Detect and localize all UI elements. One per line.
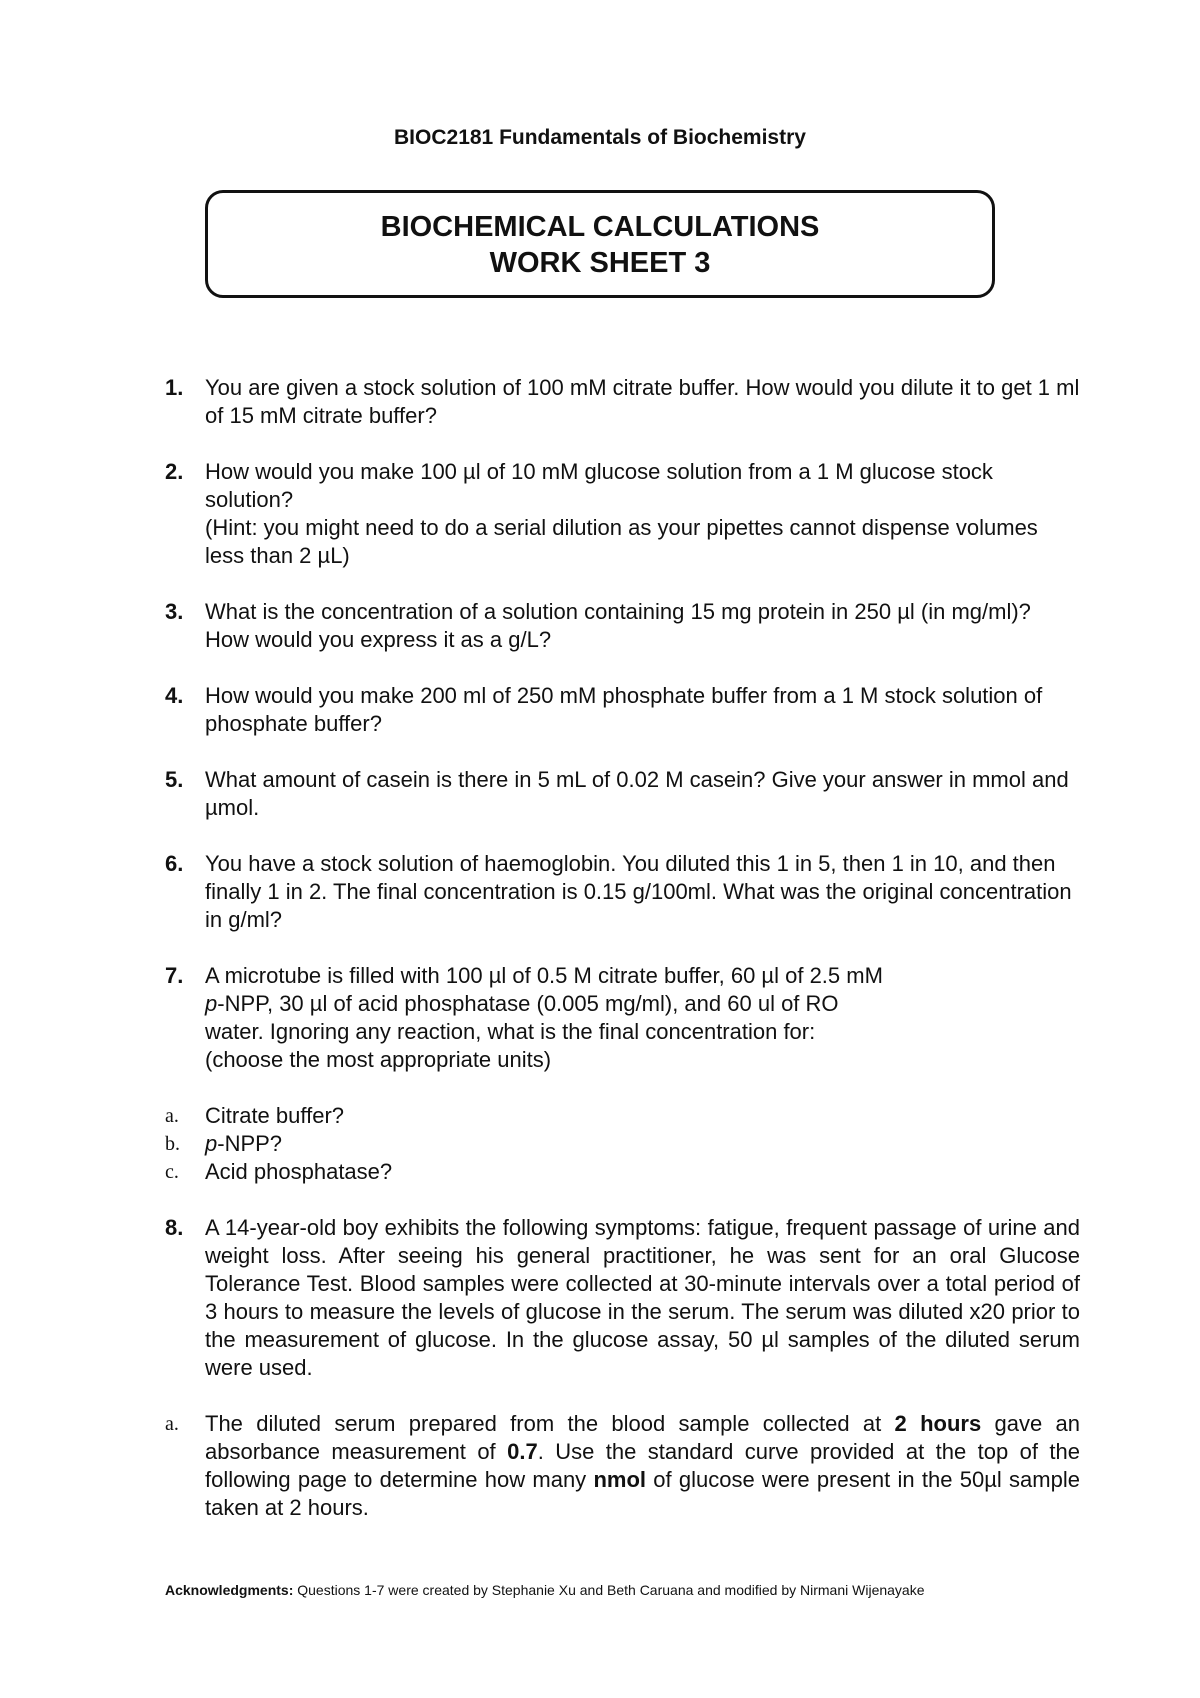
question-1: [165, 374, 1080, 430]
question-text: You have a stock solution of haemoglobin. You diluted this 1 in 5, then 1 in 10, and then finally 1 in 2. The final concentration is 0.15 g/100ml. What was the original concentration in g/ml?: [205, 851, 1072, 932]
question-number: 6.: [165, 851, 184, 876]
question-4: [165, 682, 1080, 738]
question-5: [165, 766, 1080, 822]
question-8: [165, 1214, 1080, 1382]
subquestion-b: b. p-NPP?: [165, 1131, 283, 1156]
question-text: What is the concentration of a solution containing 15 mg protein in 250 µl (in mg/ml)?: [205, 599, 1031, 624]
question-text: (choose the most appropriate units): [205, 1047, 552, 1072]
question-text: A 14-year-old boy exhibits the following symptoms: fatigue, frequent passage of urine and weight loss. After seeing his general practitioner, he was sent for an oral Glucose Tolerance Test. Blood samples were collected at 30-minute intervals over a total period of 3 hours to measure the levels of glucose in the serum. The serum was diluted x20 prior to the measurement of glucose. In the glucose assay, 50 µl samples of the diluted serum were used.: [205, 1215, 1080, 1380]
question-7: [165, 962, 1080, 1074]
question-3: [165, 598, 1080, 654]
question-6: [165, 850, 1080, 934]
question-text: p-NPP, 30 µl of acid phosphatase (0.005 mg/ml), and 60 ul of RO: [205, 991, 839, 1016]
question-text: water. Ignoring any reaction, what is the final concentration for:: [205, 1019, 816, 1044]
acknowledgment: Acknowledgments: Questions 1-7 were created by Stephanie Xu and Beth Caruana and modified by Nirmani Wijenayake: [165, 1582, 925, 1598]
question-text: You are given a stock solution of 100 mM citrate buffer. How would you dilute it to get 1 ml of 15 mM citrate buffer?: [205, 375, 1080, 428]
question-number: 4.: [165, 683, 184, 708]
question-text: What amount of casein is there in 5 mL of 0.02 M casein? Give your answer in mmol and µmol.: [205, 767, 1069, 820]
worksheet-title-line2: WORK SHEET 3: [489, 247, 711, 279]
question-hint: (Hint: you might need to do a serial dilution as your pipettes cannot dispense volumes less than 2 µL): [205, 515, 1038, 568]
question-number: 1.: [165, 375, 184, 400]
question-8-subquestion-a: a. The diluted serum prepared from the blood sample collected at 2 hours gave an absorbance measurement of 0.7. Use the standard curve provided at the top of the following page to determine how many nmol of glucose were present in the 50µl sample taken at 2 hours.: [165, 1411, 1080, 1520]
question-text: How would you express it as a g/L?: [205, 627, 552, 652]
question-number: 5.: [165, 767, 184, 792]
question-2: [165, 458, 1080, 570]
question-number: 2.: [165, 459, 184, 484]
question-number: 7.: [165, 963, 184, 988]
subquestion-a: a. Citrate buffer?: [165, 1103, 345, 1128]
question-list: [165, 374, 1080, 1522]
question-text: How would you make 200 ml of 250 mM phosphate buffer from a 1 M stock solution of phosphate buffer?: [205, 683, 1043, 736]
worksheet-title-box: [205, 190, 995, 298]
subquestion-c: c. Acid phosphatase?: [165, 1159, 393, 1184]
question-text: How would you make 100 µl of 10 mM glucose solution from a 1 M glucose stock solution?: [205, 459, 993, 512]
course-title: BIOC2181 Fundamentals of Biochemistry: [394, 126, 806, 149]
question-text: A microtube is filled with 100 µl of 0.5 M citrate buffer, 60 µl of 2.5 mM: [205, 963, 883, 988]
question-number: 3.: [165, 599, 184, 624]
worksheet-title-line1: BIOCHEMICAL CALCULATIONS: [380, 211, 820, 243]
question-number: 8.: [165, 1215, 184, 1240]
question-7-subparts: [165, 1102, 1080, 1186]
